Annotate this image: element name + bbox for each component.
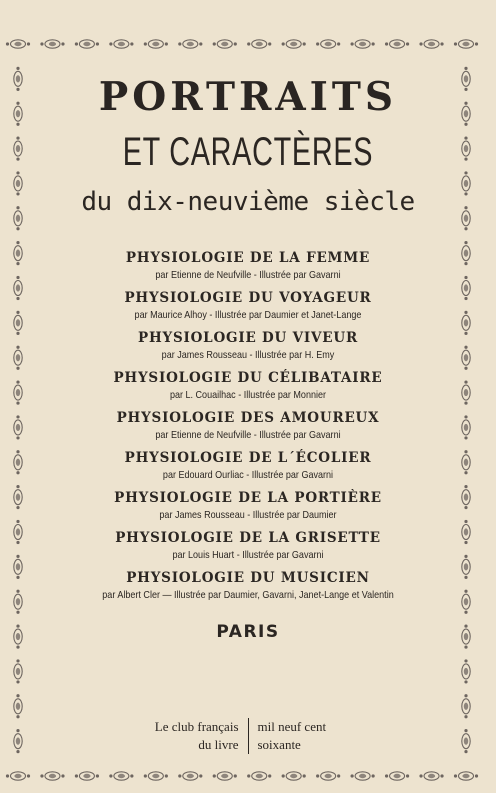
border-ornament xyxy=(6,40,30,48)
publisher-line-1: Le club français xyxy=(154,719,239,734)
year-line-2: soixante xyxy=(257,737,301,752)
border-ornament xyxy=(462,346,470,370)
border-ornament xyxy=(14,694,22,718)
border-ornament xyxy=(14,624,22,648)
work-credit: par James Rousseau - Illustrée par H. Emy xyxy=(161,349,335,361)
border-ornament xyxy=(109,772,133,780)
border-ornament xyxy=(144,772,168,780)
border-ornament xyxy=(462,171,470,195)
work-title: PHYSIOLOGIE DES AMOUREUX xyxy=(116,410,380,426)
page-title: PORTRAITS xyxy=(98,74,398,120)
border-ornament xyxy=(247,772,271,780)
imprint xyxy=(0,718,496,754)
border-ornament xyxy=(462,624,470,648)
border-ornament xyxy=(462,590,470,614)
work-title: PHYSIOLOGIE DU CÉLIBATAIRE xyxy=(113,370,383,386)
border-ornament xyxy=(178,772,202,780)
border-ornament xyxy=(14,450,22,474)
border-ornament xyxy=(14,67,22,91)
border-ornament xyxy=(351,40,375,48)
border-ornament xyxy=(385,40,409,48)
work-item xyxy=(40,568,456,602)
work-title: PHYSIOLOGIE DE LA GRISETTE xyxy=(115,530,381,546)
border-ornament xyxy=(462,67,470,91)
border-ornament xyxy=(462,450,470,474)
border-ornament xyxy=(462,659,470,683)
border-ornament xyxy=(247,40,271,48)
work-title: PHYSIOLOGIE DE LA FEMME xyxy=(125,250,371,266)
work-item xyxy=(40,488,456,522)
border-ornament xyxy=(316,772,340,780)
border-ornament xyxy=(109,40,133,48)
border-ornament xyxy=(282,772,306,780)
border-ornament xyxy=(14,102,22,126)
work-item xyxy=(40,408,456,442)
border-ornament xyxy=(14,276,22,300)
border-ornament xyxy=(14,659,22,683)
work-item xyxy=(40,368,456,402)
publisher-line-2: du livre xyxy=(198,737,239,752)
border-ornament xyxy=(462,555,470,579)
work-item xyxy=(40,448,456,482)
border-ornament xyxy=(462,136,470,160)
border-ornament xyxy=(213,40,237,48)
work-title: PHYSIOLOGIE DE L´ÉCOLIER xyxy=(124,450,372,466)
year-line-1: mil neuf cent xyxy=(257,719,327,734)
work-credit: par Maurice Alhoy - Illustrée par Daumier et Janet-Lange xyxy=(134,309,362,321)
work-title: PHYSIOLOGIE DU VIVEUR xyxy=(138,330,358,346)
publication-city: PARIS xyxy=(216,622,280,642)
work-title: PHYSIOLOGIE DU MUSICIEN xyxy=(126,570,370,586)
work-credit: par Etienne de Neufville - Illustrée par Gavarni xyxy=(155,429,341,441)
border-ornament xyxy=(419,40,443,48)
border-ornament xyxy=(454,40,478,48)
border-ornament xyxy=(14,171,22,195)
border-ornament xyxy=(462,102,470,126)
border-ornament xyxy=(462,485,470,509)
border-ornament xyxy=(40,40,64,48)
border-ornament xyxy=(14,555,22,579)
work-credit: par Albert Cler — Illustrée par Daumier, Gavarni, Janet-Lange et Valentin xyxy=(102,589,394,601)
border-ornament xyxy=(462,520,470,544)
border-ornament xyxy=(144,40,168,48)
border-ornament xyxy=(14,136,22,160)
page-subtitle-century: du dix-neuvième siècle xyxy=(81,187,415,217)
border-ornament xyxy=(462,415,470,439)
border-ornament xyxy=(462,694,470,718)
border-ornament xyxy=(75,772,99,780)
title-page xyxy=(40,72,456,642)
work-item xyxy=(40,288,456,322)
border-ornament xyxy=(14,415,22,439)
border-ornament xyxy=(14,590,22,614)
border-ornament xyxy=(462,206,470,230)
work-credit: par Etienne de Neufville - Illustrée par Gavarni xyxy=(155,269,341,281)
work-credit: par Louis Huart - Illustrée par Gavarni xyxy=(172,549,324,561)
border-ornament xyxy=(178,40,202,48)
work-item xyxy=(40,528,456,562)
border-ornament xyxy=(14,380,22,404)
border-ornament xyxy=(351,772,375,780)
work-item xyxy=(40,328,456,362)
border-ornament xyxy=(385,772,409,780)
border-ornament xyxy=(213,772,237,780)
border-ornament xyxy=(454,772,478,780)
border-ornament xyxy=(14,485,22,509)
work-credit: par L. Couailhac - Illustrée par Monnier xyxy=(169,389,327,401)
work-credit: par James Rousseau - Illustrée par Daumier xyxy=(159,509,337,521)
border-ornament xyxy=(75,40,99,48)
border-ornament xyxy=(462,380,470,404)
border-ornament xyxy=(6,772,30,780)
work-title: PHYSIOLOGIE DU VOYAGEUR xyxy=(124,290,372,306)
work-credit: par Edouard Ourliac - Illustrée par Gavarni xyxy=(162,469,334,481)
border-ornament xyxy=(316,40,340,48)
border-ornament xyxy=(14,311,22,335)
page-subtitle: ET CARACTÈRES xyxy=(122,130,374,174)
border-ornament xyxy=(419,772,443,780)
border-ornament xyxy=(14,520,22,544)
work-title: PHYSIOLOGIE DE LA PORTIÈRE xyxy=(114,490,382,506)
works-list xyxy=(40,248,456,602)
border-ornament xyxy=(462,311,470,335)
border-ornament xyxy=(40,772,64,780)
publisher-block xyxy=(99,718,248,754)
border-ornament xyxy=(14,206,22,230)
border-ornament xyxy=(14,241,22,265)
border-ornament xyxy=(462,241,470,265)
border-ornament xyxy=(462,276,470,300)
border-ornament xyxy=(282,40,306,48)
year-block xyxy=(249,718,398,754)
work-item xyxy=(40,248,456,282)
border-ornament xyxy=(14,346,22,370)
